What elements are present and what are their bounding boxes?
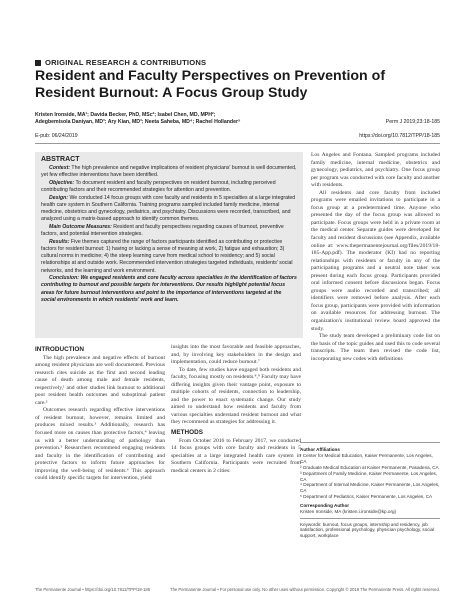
page-footer <box>35 587 440 592</box>
abstract-text: Resident and faculty perspectives regarding causes of burnout, preventive factors, and potential intervention strategies. <box>41 224 284 238</box>
affiliation-divider <box>300 442 440 443</box>
square-bullet-icon <box>35 60 41 66</box>
introduction-heading: INTRODUCTION <box>35 346 84 353</box>
body-paragraph: From October 2016 to February 2017, we conducted 14 focus groups with core faculty and residents in 5 specialties at a large integrated health care system in Southern California. Participants were recruited from medical centers in 2 cities: <box>171 437 301 474</box>
affiliation-item: ³ Department of Family Medicine, Kaiser Permanente, Los Angeles, CA <box>300 470 438 482</box>
body-column-1 <box>35 344 165 483</box>
abstract-design <box>41 195 297 223</box>
affiliation-item: ⁴ Department of Internal Medicine, Kaiser Permanente, Los Angeles, CA <box>300 482 440 494</box>
epub-date: E-pub: 06/24/2019 <box>35 133 78 139</box>
methods-heading: METHODS <box>171 429 203 437</box>
abstract-label: Design: <box>49 194 69 201</box>
abstract-text: To document resident and faculty perspectives on resident burnout, including perceived contributing factors and their recommended strategies for attention and prevention. <box>41 179 276 194</box>
abstract-label: Objective: <box>49 179 75 186</box>
article-title: Resident and Faculty Perspectives on Prevention of Resident Burnout: A Focus Group Study <box>35 68 386 101</box>
abstract-label: Conclusion: <box>49 275 79 282</box>
affiliation-item: ² Graduate Medical Education at Kaiser Permanente, Pasadena, CA <box>300 464 439 470</box>
body-paragraph: All residents and core faculty from included programs were emailed invitations to participate in a focus group at a predetermined time. Anyone who presented the day of the focus group was allowed to participate. Focus groups were held in a private room at the medical center. Separate guides were developed for faculty and resident discussions (see Appendix, available online at: www.thepermanentejournal.org/files/2019/18-185-App.pdf). The moderator (KI) had no reporting relationships with residents or faculty in any of the participating programs and a neutral note taker was present during each focus group. Participants provided oral informed consent before discussions began. Focus groups were audio recorded and transcribed; all identifiers were removed before analysis. After each focus group, participants were provided with information on available resources for addressing burnout. The organization's institutional review board approved the study. <box>311 189 440 332</box>
body-paragraph: insights into the most favorable and feasible approaches, and, by involving key stakeholders in the design and implementation, could reduce burnout.⁷ <box>171 344 301 366</box>
keywords-divider <box>300 518 440 519</box>
abstract-conclusion <box>41 275 297 303</box>
body-paragraph: The high prevalence and negative effects of burnout among resident physicians are well documented. Previous research cites suicide as the first and second leading cause of death among male and female residents, respectively,¹ and other studies link burnout to additional poor resident health outcomes and suboptimal patient care.² <box>35 354 165 406</box>
abstract-outcomes <box>41 224 297 238</box>
abstract-heading: ABSTRACT <box>41 156 80 163</box>
abstract-label: Main Outcome Measures: <box>49 224 112 231</box>
section-label <box>35 58 206 67</box>
author-line: Kristen Ironside, MA¹; Davida Becker, PhD, MSc²; Isabel Chen, MD, MPH²; <box>35 112 216 118</box>
body-column-2 <box>171 344 301 475</box>
footer-left: The Permanente Journal • https://doi.org/10.7812/TPP/18-185 <box>35 587 151 592</box>
abstract-label: Context: <box>49 165 71 171</box>
body-paragraph: Los Angeles and Fontana. Sampled programs included family medicine, internal medicine, obstetrics and gynecology, pediatrics, and psychiatry. One focus group per program was conducted with core faculty and another with residents. <box>311 152 440 189</box>
author-line: Adegbemisola Daniyan, MD³; Ary Kian, MD³; Neeta Saheba, MD⁴; Rachel Hollander⁵ <box>35 119 241 126</box>
abstract-text: Five themes captured the range of factors participants identified as contributing or protective factors for resident burnout: 1) having or lacking a sense of meaning at work, 2) fatigue and exhaustion; 3) cultural norms in medicine; 4) the steep learning curve from medical school to residency; and 5) social relationships at and outside work. Recommended intervention strategies targeted individuals, residents' social networks, and the learning and work environment. <box>41 239 293 274</box>
author-list <box>35 112 335 127</box>
abstract-results <box>41 239 297 274</box>
abstract-text: We engaged residents and core faculty across specialties in the identification of factors contributing to burnout and possible targets for interventions. Our results highlight potential focus areas for future burnout interventions and point to the importance of interventions targeted at the social environments in which residents' work and learn. <box>41 275 297 303</box>
abstract-box <box>35 152 303 338</box>
body-paragraph: To date, few studies have engaged both residents and faculty, focusing mostly on residents.⁸,⁹ Faculty may have differing insights given their vantage point, exposure to multiple cohorts of residents, connection to leadership, and the power to enact systematic change. Our study aimed to understand how residents and faculty from various specialties understand resident burnout and what they recommend as strategies for addressing it. <box>171 366 301 426</box>
affiliation-item: ⁵ Department of Pediatrics, Kaiser Permanente, Los Angeles, CA <box>300 494 433 500</box>
journal-citation: Perm J 2019;23:18-185 <box>385 119 440 125</box>
body-paragraph: Outcomes research regarding effective interventions of resident burnout, however, remains limited and produces mixed results.³ Additionally, research has focused more on causes than protective factors,⁴ leaving us with a better understanding of pathology than prevention.⁵ Researchers recommend engaging residents and faculty in the identification of contributing and protective factors to inform future approaches for improving the well-being of residents.⁶ This approach could identify specific targets for intervention, yield <box>35 407 165 482</box>
affiliation-item: ¹ Center for Medical Education, Kaiser Permanente, Los Angeles, CA <box>300 452 433 464</box>
author-affiliations <box>300 446 440 539</box>
section-label-text: ORIGINAL RESEARCH & CONTRIBUTIONS <box>45 58 207 67</box>
corresponding-author-heading: Corresponding Author <box>300 503 350 509</box>
affiliations-heading: Author Affiliations <box>300 447 340 452</box>
body-paragraph: The study team developed a preliminary code list on the basis of the topic guides and used this to code several transcripts. The team then revised the code list, incorporating new codes with definitions <box>311 333 440 362</box>
corresponding-author-text: Kristen Ironside, MA (kristen.i.ironside@kp.org) <box>300 509 397 515</box>
abstract-text: We conducted 14 focus groups with core faculty and residents in 5 specialties at a large integrated health care system in Southern California. Training programs sampled included family medicine, internal medicine, obstetrics and gynecology, pediatrics, and psychiatry. Discussions were recorded, transcribed, and analyzed using a matrix-based approach to identify common themes. <box>41 194 296 223</box>
abstract-objective <box>41 180 297 194</box>
body-column-3 <box>311 152 440 363</box>
header-divider <box>35 143 440 144</box>
abstract-context <box>41 165 297 179</box>
footer-right: The Permanente Journal • For personal use only. No other uses without permission. Copyright © 2019 The Permanente Press. All rights reserved. <box>170 587 440 592</box>
keywords: Keywords: burnout, focus groups, internship and residency, job satisfaction, professional psychology, physician psychology, social support, workplace <box>300 521 435 539</box>
abstract-text: The high prevalence and negative implications of resident physicians' burnout is well documented, yet few effective interventions have been identified. <box>41 165 297 179</box>
doi-link[interactable]: https://doi.org/10.7812/TPP/18-185 <box>359 133 440 139</box>
abstract-label: Results: <box>49 239 70 246</box>
